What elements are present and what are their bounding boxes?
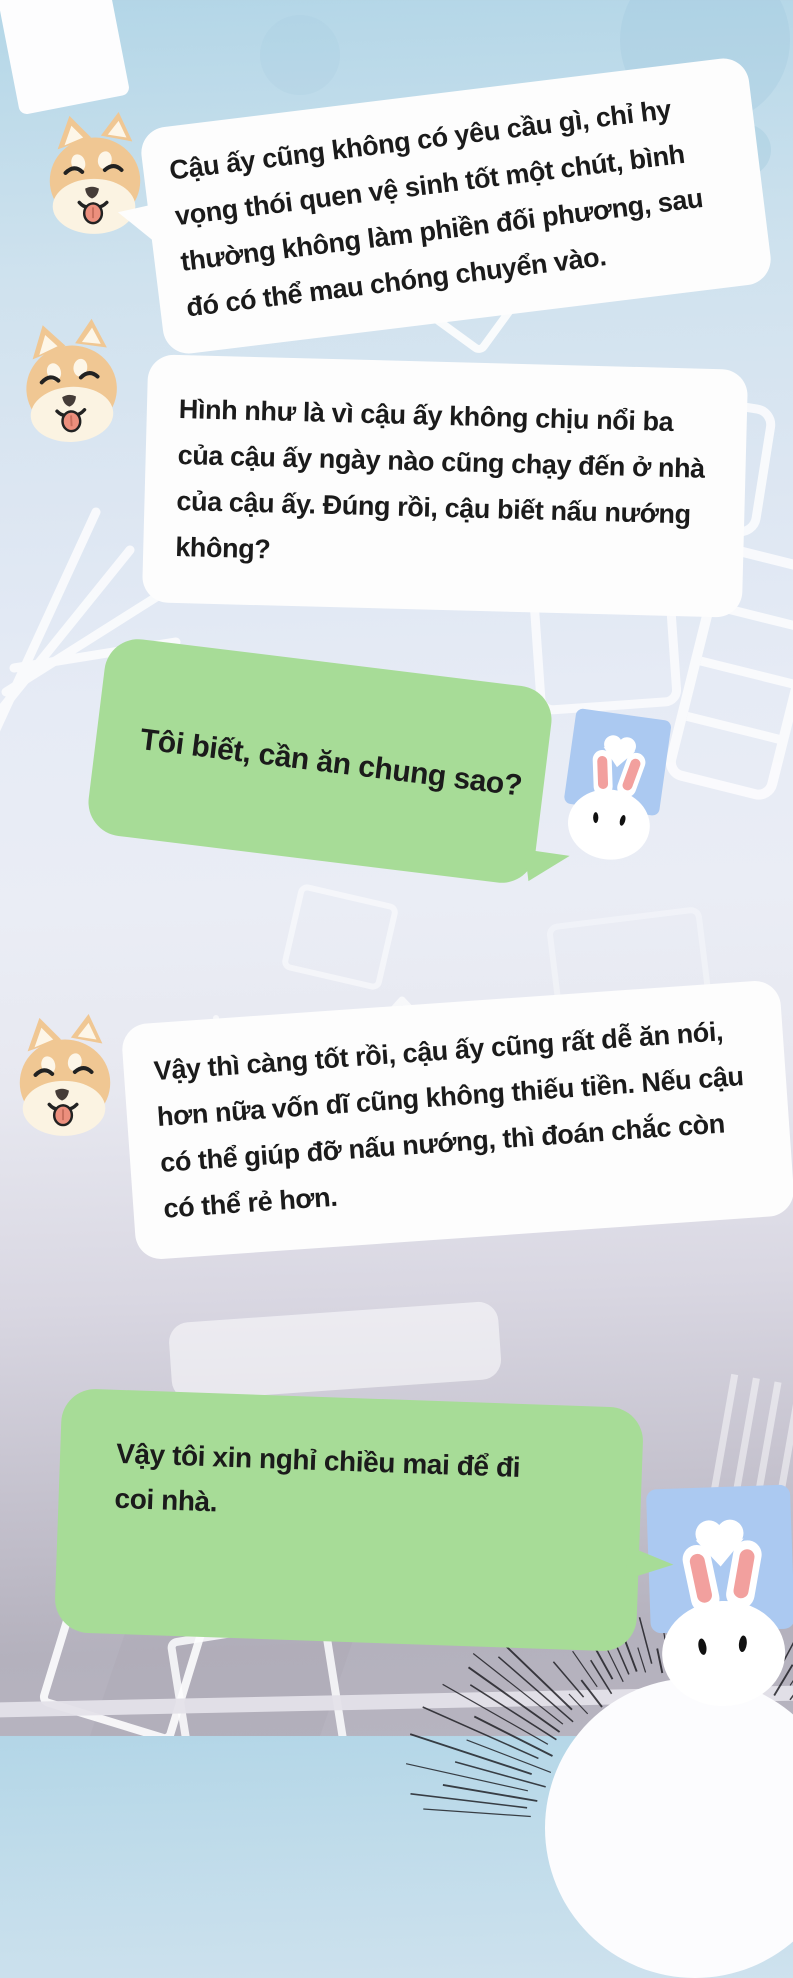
message-text: Vậy tôi xin nghỉ chiều mai để đi coi nhà. [114,1432,537,1536]
paper-doodle [0,0,130,115]
rabbit-avatar [558,706,674,843]
shiba-dog-icon [9,313,133,441]
bubble-tail [117,202,155,240]
bubble-tail [525,844,573,881]
shiba-dog-icon [6,1008,124,1134]
message-text: Hình như là vì cậu ấy không chịu nổi ba của cậu ấy ngày nào cũng chạy đến ở nhà của cậu ấy. Đúng rồi, cậu biết nấu nướng không? [175,387,716,585]
shiba-avatar [9,313,133,441]
rabbit-icon [558,706,674,843]
message-text: Tôi biết, cần ăn chung sao? [137,714,525,811]
chat-bubble-right [54,1388,644,1652]
bubble-tail [624,1547,675,1588]
message-text: Cậu ấy cũng không có yêu cầu gì, chỉ hy vọng thói quen vệ sinh tốt một chút, bình thường không làm phiền đối phương, sau đó có thể mau chóng chuyển vào. [167,81,745,331]
shiba-avatar [6,1008,124,1134]
chat-bubble-left [142,354,748,617]
chat-bubble-left [121,979,793,1260]
message-text: Vậy thì càng tốt rồi, cậu ấy cũng rất dễ ăn nói, hơn nữa vốn dĩ cũng không thiếu tiền. Nếu cậu có thể giúp đỡ nấu nướng, thì đoán chắc còn có thể rẻ hơn. [152,1007,763,1232]
